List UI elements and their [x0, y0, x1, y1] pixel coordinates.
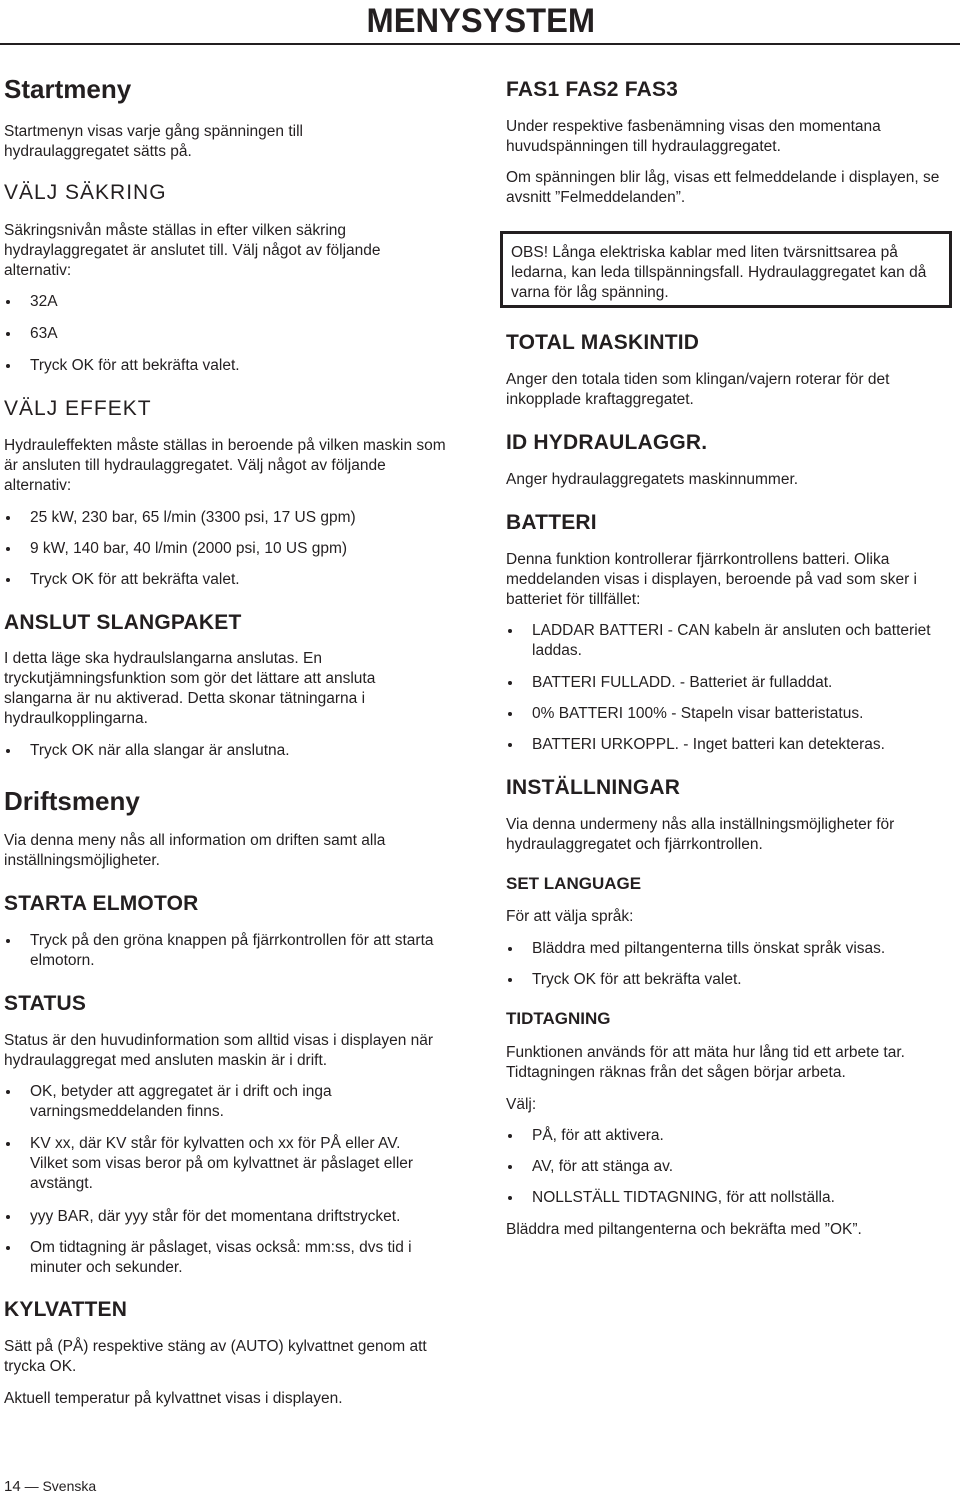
valj-effekt-text: Hydrauleffekten måste ställas in beroende på vilken maskin som är ansluten till hydraulaggregatet. Välj något av följande alternativ:: [4, 437, 446, 494]
list-item: Tryck på den gröna knappen på fjärrkontrollen för att starta elmotorn.: [4, 931, 462, 971]
list-item: AV, för att stänga av.: [506, 1157, 956, 1177]
startmeny-text: Startmenyn visas varje gång spänningen till hydraulaggregatet sätts på.: [4, 123, 303, 160]
list-item: KV xx, där KV står för kylvatten och xx för PÅ eller AV. Vilket som visas beror på om kylvattnet är påslaget eller avstängt.: [4, 1134, 442, 1194]
list-item: Om tidtagning är påslaget, visas också: mm:ss, dvs tid i minuter och sekunder.: [4, 1238, 446, 1278]
list-item: Bläddra med piltangenterna tills önskat språk visas.: [506, 939, 956, 959]
installningar-heading: INSTÄLLNINGAR: [506, 776, 681, 799]
list-item: yyy BAR, där yyy står för det momentana driftstrycket.: [4, 1207, 462, 1227]
list-item: 0% BATTERI 100% - Stapeln visar batteristatus.: [506, 704, 956, 724]
id-hydraulaggr-heading: ID HYDRAULAGGR.: [506, 431, 708, 454]
batteri-text: Denna funktion kontrollerar fjärrkontrollens batteri. Olika meddelanden visas i displayen, beroende på vad som sker i batteriet för tillfället:: [506, 551, 917, 608]
page-footer: [4, 1478, 96, 1495]
anslut-slangpaket-text: I detta läge ska hydraulslangarna anslutas. En tryckutjämningsfunktion som gör det lättare att ansluta slangarna är nu aktiverad. Detta skonar tätningarna i hydraulkopplingarna.: [4, 650, 376, 727]
status-text: Status är den huvudinformation som alltid visas i displayen när hydraulaggregat med ansluten maskin är i drift.: [4, 1032, 434, 1069]
list-item: 25 kW, 230 bar, 65 l/min (3300 psi, 17 US gpm): [4, 508, 462, 528]
list-item: BATTERI FULLADD. - Batteriet är fulladdat.: [506, 673, 956, 693]
list-item: Tryck OK för att bekräfta valet.: [4, 356, 462, 376]
list-item: 32A: [4, 292, 462, 312]
set-language-text: För att välja språk:: [506, 908, 634, 925]
starta-elmotor-heading: STARTA ELMOTOR: [4, 892, 199, 915]
fas-text: Under respektive fasbenämning visas den momentana huvudspänningen till hydraulaggregatet.: [506, 118, 881, 155]
startmeny-heading: Startmeny: [4, 74, 132, 104]
driftsmeny-text: Via denna meny nås all information om driften samt alla inställningsmöjligheter.: [4, 832, 386, 869]
driftsmeny-heading: Driftsmeny: [4, 786, 140, 816]
list-item: BATTERI URKOPPL. - Inget batteri kan detekteras.: [506, 735, 956, 755]
anslut-slangpaket-heading: ANSLUT SLANGPAKET: [4, 611, 242, 634]
obs-note-text: OBS! Långa elektriska kablar med liten tvärsnittsarea på ledarna, kan leda tillspänningsfall. Hydraulaggregatet kan då varna för låg spänning.: [511, 244, 927, 301]
list-item: LADDAR BATTERI - CAN kabeln är ansluten och batteriet laddas.: [506, 621, 956, 661]
installningar-text: Via denna undermeny nås alla inställningsmöjligheter för hydraulaggregatet och fjärrkontrollen.: [506, 816, 895, 853]
tidtagning-text: Funktionen används för att mäta hur lång tid ett arbete tar. Tidtagningen räknas från det sågen börjar arbeta.: [506, 1044, 905, 1081]
fas-text-2: Om spänningen blir låg, visas ett felmeddelande i displayen, se avsnitt ”Felmeddelanden”.: [506, 169, 940, 206]
header-divider: [0, 43, 960, 45]
fas-heading: FAS1 FAS2 FAS3: [506, 78, 679, 101]
footer-dash: —: [24, 1478, 39, 1494]
obs-note-box: [500, 231, 952, 308]
page-header-title: MENYSYSTEM: [366, 2, 595, 40]
list-item: 63A: [4, 324, 462, 344]
list-item: PÅ, för att aktivera.: [506, 1126, 956, 1146]
list-item: Tryck OK när alla slangar är anslutna.: [4, 741, 462, 761]
total-maskintid-heading: TOTAL MASKINTID: [506, 331, 700, 354]
valj-effekt-heading: VÄLJ EFFEKT: [4, 397, 152, 420]
tidtagning-heading: TIDTAGNING: [506, 1009, 611, 1028]
id-hydraulaggr-text: Anger hydraulaggregatets maskinnummer.: [506, 471, 799, 488]
valj-sakring-text: Säkringsnivån måste ställas in efter vilken säkring hydraylaggregatet är anslutet till. Välj något av följande alternativ:: [4, 222, 381, 279]
list-item: NOLLSTÄLL TIDTAGNING, för att nollställa.: [506, 1188, 956, 1208]
total-maskintid-text: Anger den totala tiden som klingan/vajern roterar för det inkopplade kraftaggregatet.: [506, 371, 890, 408]
batteri-heading: BATTERI: [506, 511, 597, 534]
page-number: 14: [4, 1478, 21, 1495]
kylvatten-text: Sätt på (PÅ) respektive stäng av (AUTO) kylvattnet genom att trycka OK.: [4, 1338, 427, 1375]
valj-sakring-heading: VÄLJ SÄKRING: [4, 181, 167, 204]
set-language-heading: SET LANGUAGE: [506, 874, 642, 893]
list-item: Tryck OK för att bekräfta valet.: [4, 570, 462, 590]
tidtagning-valj: Välj:: [506, 1096, 537, 1113]
footer-language: Svenska: [42, 1478, 97, 1494]
list-item: OK, betyder att aggregatet är i drift och inga varningsmeddelanden finns.: [4, 1082, 430, 1122]
list-item: 9 kW, 140 bar, 40 l/min (2000 psi, 10 US gpm): [4, 539, 462, 559]
kylvatten-heading: KYLVATTEN: [4, 1298, 128, 1321]
kylvatten-text-2: Aktuell temperatur på kylvattnet visas i displayen.: [4, 1390, 343, 1407]
list-item: Tryck OK för att bekräfta valet.: [506, 970, 956, 990]
status-heading: STATUS: [4, 992, 87, 1015]
tidtagning-end-text: Bläddra med piltangenterna och bekräfta med ”OK”.: [506, 1221, 862, 1238]
